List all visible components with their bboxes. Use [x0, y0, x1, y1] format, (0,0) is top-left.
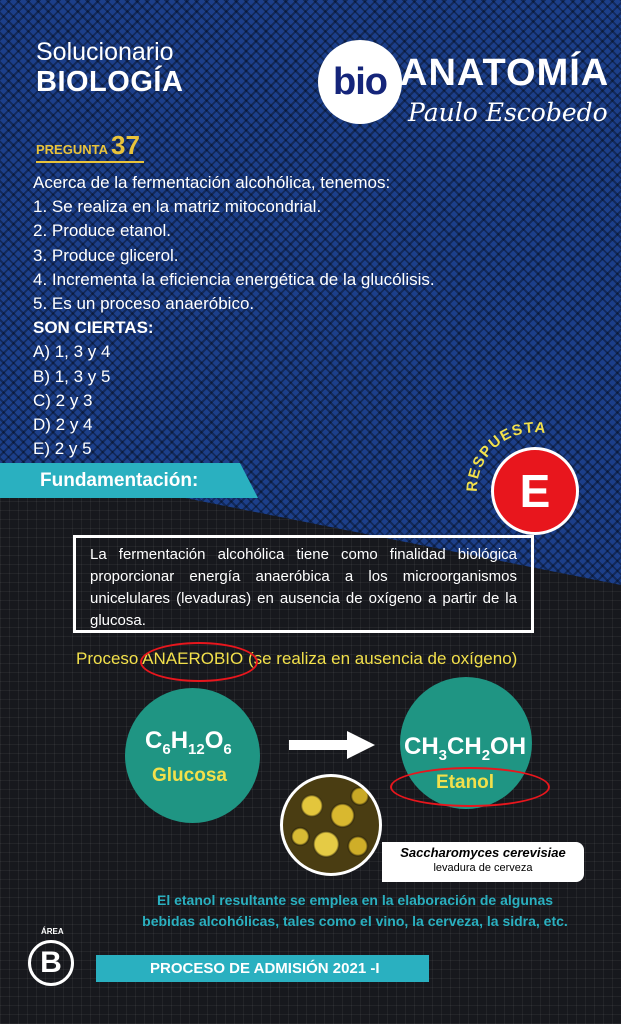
logo-author: Paulo Escobedo — [408, 98, 608, 127]
header-title-line2: BIOLOGÍA — [36, 66, 184, 98]
question-label — [36, 130, 144, 163]
organism-common-name: levadura de cerveza — [433, 862, 533, 874]
organism-name: Saccharomyces cerevisiae — [400, 845, 566, 860]
conclusion-text — [120, 890, 590, 932]
question-line: 5. Es un proceso anaeróbico. — [33, 294, 255, 314]
question-prompt: SON CIERTAS: — [33, 318, 154, 338]
yeast-micrograph-image — [280, 774, 382, 876]
proceso-pre: Proceso — [76, 649, 143, 668]
question-body — [33, 171, 473, 461]
proceso-keyword: ANAEROBIO — [142, 649, 244, 668]
conclusion-line: bebidas alcohólicas, tales como el vino, la cerveza, la sidra, etc. — [142, 913, 568, 929]
question-line: Acerca de la fermentación alcohólica, tenemos: — [33, 173, 391, 192]
question-number: 37 — [110, 130, 140, 160]
answer-option: E) 2 y 5 — [33, 439, 92, 459]
ethanol-label: Etanol — [436, 772, 495, 793]
glucose-formula: $C_6H_{12}O_6$ — [145, 727, 232, 758]
question-line: 2. Produce etanol. — [33, 221, 171, 241]
question-line: 1. Se realiza en la matriz mitocondrial. — [33, 197, 322, 217]
etanol-highlight-oval — [390, 767, 550, 807]
proceso-post: (se realiza en ausencia de oxígeno) — [243, 649, 518, 668]
answer-option: D) 2 y 4 — [33, 415, 93, 435]
logo-wordmark: ANATOMÍA — [400, 52, 610, 94]
answer-option: A) 1, 3 y 4 — [33, 342, 111, 362]
answer-option: B) 1, 3 y 5 — [33, 366, 111, 386]
admission-banner: PROCESO DE ADMISIÓN 2021 -I — [96, 955, 429, 982]
conclusion-line: El etanol resultante se emplea en la elaboración de algunas — [156, 892, 554, 908]
question-line: 3. Produce glicerol. — [33, 245, 179, 265]
area-label: ÁREA — [41, 927, 64, 936]
explanation-box: La fermentación alcohólica tiene como finalidad biológica proporcionar energía anaeróbica a los microorganismos unicelulares (levaduras) en ausencia de oxígeno a partir de la glucosa. — [73, 535, 534, 633]
area-letter-badge: B — [28, 940, 74, 986]
anaerobio-highlight-oval — [140, 642, 258, 682]
ethanol-formula: $CH_3CH_2OH$ — [404, 733, 527, 764]
answer-option: C) 2 y 3 — [33, 390, 93, 410]
question-line: 4. Incrementa la eficiencia energética de la glucólisis. — [33, 269, 435, 289]
logo-bio-circle: bio — [318, 40, 402, 124]
question-label-text: PREGUNTA — [36, 142, 108, 157]
respuesta-label: RESPUESTA — [463, 419, 548, 493]
fundamentacion-heading: Fundamentación: — [40, 470, 199, 491]
glucose-label: Glucosa — [152, 765, 227, 786]
answer-letter-badge: E — [491, 447, 579, 535]
header-title-line1: Solucionario — [36, 38, 174, 66]
reaction-arrow-icon — [289, 731, 375, 759]
